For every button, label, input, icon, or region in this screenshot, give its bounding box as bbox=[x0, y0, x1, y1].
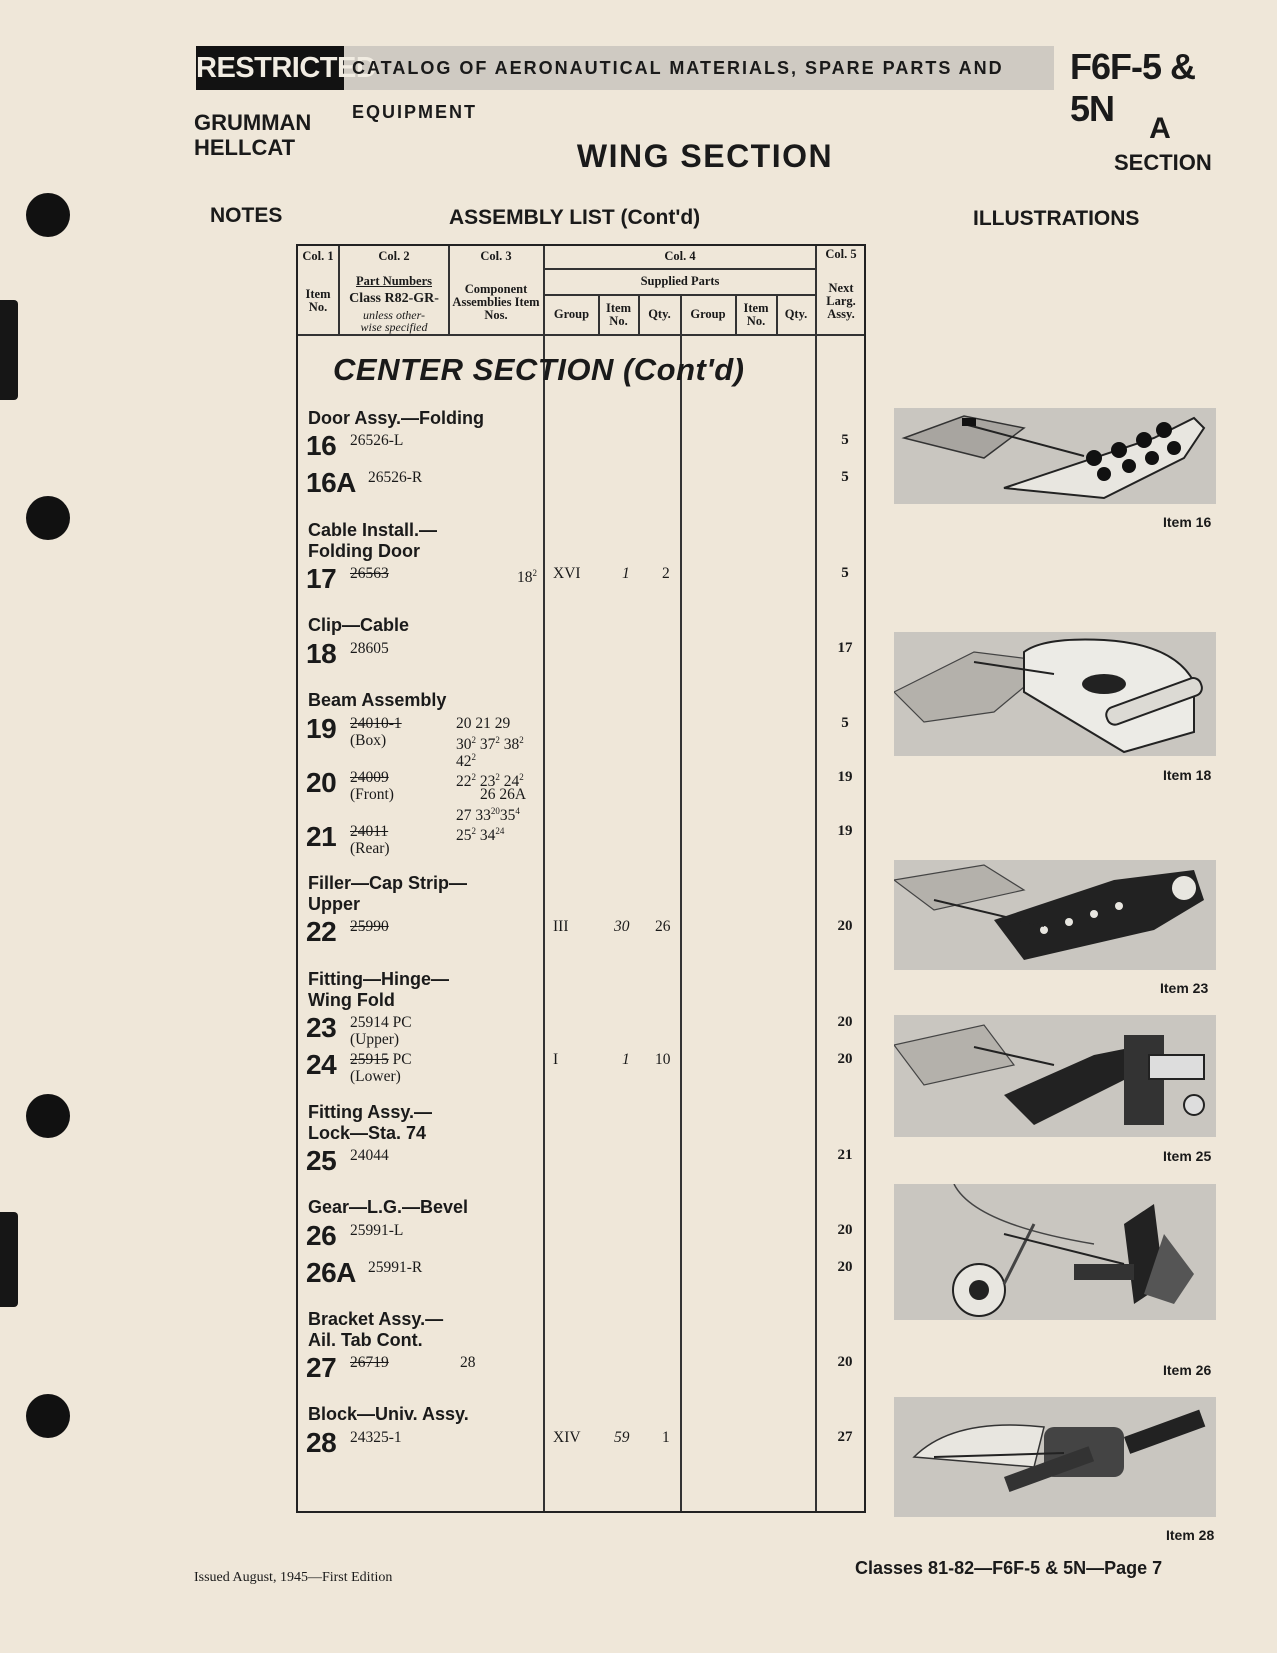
lock-fitting-drawing bbox=[894, 1015, 1216, 1137]
manufacturer-line: GRUMMAN bbox=[194, 110, 312, 135]
table-rule bbox=[543, 246, 545, 1511]
illustration-item-26 bbox=[894, 1184, 1216, 1320]
unless-header: unless other- bbox=[362, 308, 426, 322]
hinge-fitting-drawing bbox=[894, 860, 1216, 970]
part-sub: (Front) bbox=[350, 786, 394, 803]
supplied-group: I bbox=[553, 1051, 559, 1068]
entry-title: Filler—Cap Strip— bbox=[308, 873, 468, 893]
component-sup: 2 bbox=[495, 772, 500, 782]
part-number: 26526-R bbox=[368, 469, 423, 486]
specified-header: wise specified bbox=[360, 320, 428, 334]
entry-title: Wing Fold bbox=[308, 990, 395, 1010]
item-number: 28 bbox=[306, 1427, 337, 1458]
component-items bbox=[456, 749, 476, 770]
component-sup: 4 bbox=[515, 806, 520, 816]
entry-title: Clip—Cable bbox=[308, 615, 410, 635]
illustration-caption: Item 18 bbox=[1163, 767, 1212, 783]
item-number: 24 bbox=[306, 1049, 337, 1080]
illustration-caption: Item 25 bbox=[1163, 1148, 1212, 1164]
center-section-title: CENTER SECTION (Cont'd) bbox=[333, 352, 745, 387]
binder-tab bbox=[0, 300, 18, 400]
item-number: 18 bbox=[306, 638, 337, 669]
door-assy-drawing bbox=[894, 408, 1216, 504]
next-assy: 5 bbox=[841, 565, 849, 581]
section-word: SECTION bbox=[1114, 150, 1212, 175]
item-number: 17 bbox=[306, 563, 337, 594]
supplied-group: XVI bbox=[553, 565, 581, 582]
binder-hole bbox=[26, 496, 70, 540]
part-number: 26563 bbox=[350, 565, 389, 582]
component-sup: 2 bbox=[471, 826, 476, 836]
supplied-qty: 10 bbox=[655, 1051, 671, 1068]
component-item: 34 bbox=[479, 827, 496, 845]
item-number: 16 bbox=[306, 430, 337, 461]
part-sub: (Lower) bbox=[350, 1068, 401, 1085]
next-assy: 17 bbox=[837, 640, 853, 656]
component-item: 22 bbox=[456, 773, 472, 791]
illustration-item-28 bbox=[894, 1397, 1216, 1517]
component-item: 25 bbox=[456, 827, 472, 845]
entry-title: Gear—L.G.—Bevel bbox=[308, 1197, 469, 1217]
illustration-item-16 bbox=[894, 408, 1216, 504]
component-item: 24 bbox=[503, 773, 520, 791]
qty-header: Qty. bbox=[784, 307, 808, 321]
group-header: Group bbox=[690, 307, 726, 321]
illustration-caption: Item 16 bbox=[1163, 514, 1212, 530]
next-assy: 20 bbox=[837, 1222, 853, 1238]
manufacturer-line: HELLCAT bbox=[194, 135, 296, 160]
component-items: 28 bbox=[460, 1354, 476, 1371]
item-number: 22 bbox=[306, 916, 337, 947]
item-number: 21 bbox=[306, 821, 337, 852]
col3-header: Col. 3 bbox=[480, 249, 512, 263]
next-assy: 20 bbox=[837, 1051, 853, 1067]
next-assy: 19 bbox=[837, 823, 853, 839]
item-number: 26A bbox=[306, 1257, 356, 1288]
next-assy: 27 bbox=[837, 1429, 853, 1445]
universal-block-drawing bbox=[894, 1397, 1216, 1517]
part-number: 25990 bbox=[350, 918, 389, 935]
entry-title: Block—Univ. Assy. bbox=[308, 1404, 469, 1424]
entry-title: Door Assy.—Folding bbox=[308, 408, 485, 428]
supplied-qty: 1 bbox=[662, 1429, 670, 1446]
part-number: 24044 bbox=[350, 1147, 389, 1164]
part-number: 25914 PC bbox=[350, 1014, 412, 1031]
component-item: 35 bbox=[499, 807, 516, 825]
item-number: 19 bbox=[306, 713, 337, 744]
entry-title: Folding Door bbox=[308, 541, 420, 561]
illustration-item-23 bbox=[894, 860, 1216, 970]
component-items: 26 26A bbox=[480, 786, 527, 803]
model-label: F6F-5 & 5N bbox=[1070, 46, 1196, 129]
component-sup: 24 bbox=[495, 826, 505, 836]
table-rule bbox=[680, 295, 682, 1511]
item-number: 25 bbox=[306, 1145, 337, 1176]
manufacturer bbox=[194, 110, 311, 160]
entry-title: Ail. Tab Cont. bbox=[308, 1330, 423, 1350]
component-item: 37 bbox=[479, 736, 496, 754]
restricted-label: RESTRICTED bbox=[196, 46, 344, 90]
assembly-heading: ASSEMBLY LIST (Cont'd) bbox=[449, 206, 701, 229]
supplied-item: 1 bbox=[622, 565, 630, 582]
component-sup: 2 bbox=[471, 735, 476, 745]
table-rule bbox=[543, 268, 815, 270]
next-assy: 20 bbox=[837, 918, 853, 934]
table-rule bbox=[815, 246, 817, 1511]
supplied-qty: 2 bbox=[662, 565, 670, 582]
illustration-caption: Item 28 bbox=[1166, 1527, 1215, 1543]
component-sup: 20 bbox=[490, 806, 500, 816]
component-item: 27 33 bbox=[456, 807, 491, 825]
entry-title: Beam Assembly bbox=[308, 690, 447, 710]
table-rule bbox=[298, 334, 864, 336]
binder-tab bbox=[0, 1212, 18, 1307]
supplied-item: 30 bbox=[614, 918, 630, 935]
next-assy: 20 bbox=[837, 1014, 853, 1030]
section-letter: A bbox=[1149, 112, 1171, 145]
supplied-group: XIV bbox=[553, 1429, 581, 1446]
part-number: 24011 bbox=[350, 823, 389, 840]
entry-title: Upper bbox=[308, 894, 361, 914]
component-items: 20 21 29 bbox=[456, 715, 511, 732]
part-number: 26719 bbox=[350, 1354, 389, 1371]
next-assy: 5 bbox=[841, 469, 849, 485]
part-numbers-header: Part Numbers bbox=[355, 274, 433, 288]
page-footer: Classes 81-82—F6F-5 & 5N—Page 7 bbox=[855, 1558, 1163, 1578]
item-header: Item No. bbox=[606, 301, 631, 328]
component-sup: 2 bbox=[471, 752, 476, 762]
binder-hole bbox=[26, 193, 70, 237]
component-item: 42 bbox=[456, 753, 472, 771]
entry-title: Cable Install.— bbox=[308, 520, 438, 540]
illustration-item-25 bbox=[894, 1015, 1216, 1137]
issued-note: Issued August, 1945—First Edition bbox=[194, 1570, 393, 1585]
entry-title: Fitting Assy.— bbox=[308, 1102, 433, 1122]
part-number: 25991-R bbox=[368, 1259, 423, 1276]
component-sup: 2 bbox=[519, 772, 524, 782]
next-assy-header: Next Larg. Assy. bbox=[826, 281, 856, 321]
illustration-item-18 bbox=[894, 632, 1216, 756]
component-sup: 2 bbox=[495, 735, 500, 745]
entry-title: Bracket Assy.— bbox=[308, 1309, 444, 1329]
col2-header: Col. 2 bbox=[378, 249, 410, 263]
next-assy: 20 bbox=[837, 1354, 853, 1370]
component-item: 38 bbox=[503, 736, 520, 754]
component-sup: 2 bbox=[471, 772, 476, 782]
illustration-caption: Item 26 bbox=[1163, 1362, 1212, 1378]
page-title: WING SECTION bbox=[576, 138, 834, 174]
part-sub: (Upper) bbox=[350, 1031, 400, 1048]
component-item: 18 bbox=[517, 569, 533, 587]
next-assy: 19 bbox=[837, 769, 853, 785]
qty-header: Qty. bbox=[648, 307, 671, 321]
part-number bbox=[350, 1051, 412, 1068]
supplied-header: Supplied Parts bbox=[640, 274, 720, 288]
part-number: 26526-L bbox=[350, 432, 404, 449]
supplied-item: 59 bbox=[614, 1429, 630, 1446]
part-number: 25991-L bbox=[350, 1222, 404, 1239]
part-sub: (Box) bbox=[350, 732, 387, 749]
binder-hole bbox=[26, 1394, 70, 1438]
part-number-struck: 25915 bbox=[350, 1051, 389, 1068]
next-assy: 20 bbox=[837, 1259, 853, 1275]
group-header: Group bbox=[553, 307, 590, 321]
supplied-item: 1 bbox=[622, 1051, 630, 1068]
part-sub: (Rear) bbox=[350, 840, 390, 857]
item-number: 20 bbox=[306, 767, 337, 798]
col5-header: Col. 5 bbox=[825, 247, 857, 261]
item-no-header: Item No. bbox=[305, 287, 331, 314]
notes-heading: NOTES bbox=[210, 204, 283, 227]
component-items bbox=[517, 565, 537, 586]
supplied-group: III bbox=[553, 918, 569, 935]
col1-header: Col. 1 bbox=[302, 249, 334, 263]
component-items bbox=[456, 823, 504, 844]
part-number: 24325-1 bbox=[350, 1429, 402, 1446]
next-assy: 5 bbox=[841, 432, 849, 448]
item-number: 27 bbox=[306, 1352, 337, 1383]
table-rule bbox=[543, 294, 815, 296]
component-item: 30 bbox=[456, 736, 472, 754]
next-assy: 21 bbox=[837, 1147, 853, 1163]
illustrations-heading: ILLUSTRATIONS bbox=[973, 207, 1140, 230]
entry-title: Fitting—Hinge— bbox=[308, 969, 449, 989]
col4-header: Col. 4 bbox=[664, 249, 696, 263]
supplied-qty: 26 bbox=[655, 918, 671, 935]
part-number: 24010-1 bbox=[350, 715, 402, 732]
item-header: Item No. bbox=[743, 301, 769, 328]
part-number: 28605 bbox=[350, 640, 389, 657]
component-sup: 2 bbox=[532, 568, 537, 578]
item-number: 23 bbox=[306, 1012, 337, 1043]
component-item: 23 bbox=[479, 773, 496, 791]
binder-hole bbox=[26, 1094, 70, 1138]
part-number: 24009 bbox=[350, 769, 389, 786]
entry-title: Lock—Sta. 74 bbox=[308, 1123, 427, 1143]
item-number: 16A bbox=[306, 467, 356, 498]
class-header: Class R82-GR- bbox=[349, 291, 439, 306]
catalog-title: CATALOG OF AERONAUTICAL MATERIALS, SPARE PARTS AND EQUIPMENT bbox=[352, 58, 1004, 122]
component-sup: 2 bbox=[519, 735, 524, 745]
component-header: Component Assemblies Item Nos. bbox=[452, 282, 540, 322]
component-items bbox=[456, 803, 520, 824]
bevel-gear-drawing bbox=[894, 1184, 1216, 1320]
next-assy: 5 bbox=[841, 715, 849, 731]
cable-clip-drawing bbox=[894, 632, 1216, 756]
part-number-suffix: PC bbox=[392, 1051, 412, 1068]
item-number: 26 bbox=[306, 1220, 337, 1251]
illustration-caption: Item 23 bbox=[1160, 980, 1209, 996]
